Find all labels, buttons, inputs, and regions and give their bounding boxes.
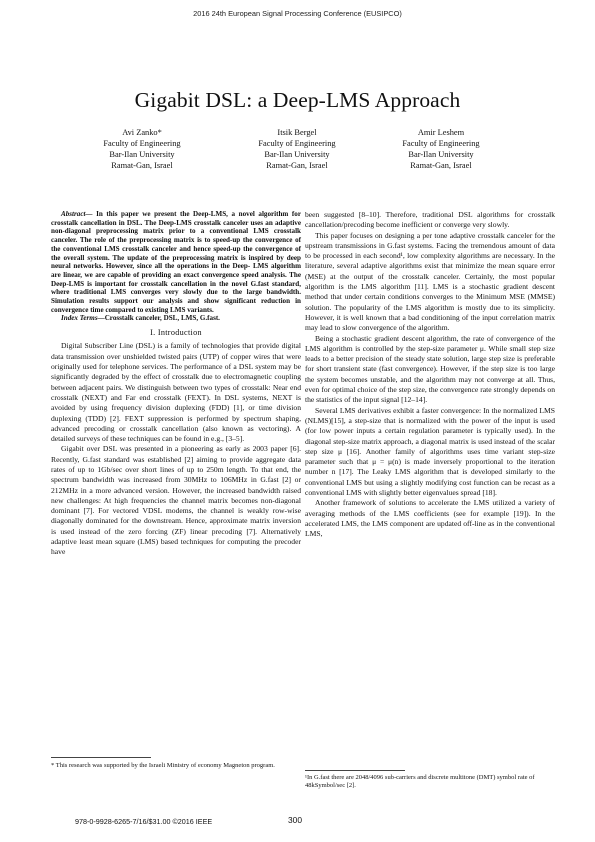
abstract-text: In this paper we present the Deep-LMS, a novel algorithm for crosstalk cancellation in DSL. The Deep-LMS crosstalk canceler uses an adaptive non-diagonal preprocessing matrix prior to a conventional LMS crosstalk canceler. The role of the preprocessing matrix is to speed-up the convergence of the conventional LMS crosstalk canceler and hence speed-up the convergence of the overall system. The update of the preprocessing matrix is inspired by deep neural networks. However, since all the operations in the Deep- LMS algorithm are linear, we are capable of providing an exact convergence speed analysis. The Deep-LMS is important for crosstalk cancellation in the novel G.fast standard, where traditional LMS converges very slowly due to the large bandwidth. Simulation results support our analysis and show significant reduction in convergence time compared to existing LMS variants. [51, 210, 301, 314]
author-univ: Bar-Ilan University [408, 150, 474, 159]
footnote-gfast: ¹In G.fast there are 2048/4096 sub-carriers and discrete multitone (DMT) symbol rate of 48kSymbol/sec [2]. [305, 774, 535, 789]
author-name: Itsik Bergel [277, 128, 317, 137]
index-terms-label: Index Terms— [61, 314, 105, 323]
left-column [51, 210, 301, 558]
abstract [51, 210, 301, 314]
footnote-funding: * This research was supported by the Israeli Ministry of economy Magneton program. [51, 762, 275, 769]
conference-header: 2016 24th European Signal Processing Conference (EUSIPCO) [193, 9, 402, 18]
isbn-footer: 978-0-9928-6265-7/16/$31.00 ©2016 IEEE [75, 817, 213, 826]
author-name: Avi Zanko* [122, 128, 162, 137]
page-number: 300 [288, 815, 302, 825]
body-paragraph: Several LMS derivatives exhibit a faster convergence: In the normalized LMS (NLMS)[15], a step-size that is normalized with the power of the input is used (for low power inputs a certain regulation parameter is typically used). In the diagonal step-size matrix approach, a diagonal matrix is used instead of the scalar step size μ [16]. Another family of algorithms uses time variant step-size parameter such that μ = μ(n) is made inversely proportional to the iteration number n [17]. The Leaky LMS algorithm that is developed similarly to the conventional LMS but using a slightly modifying cost function can be recast as a conventional LMS with slightly better eigenvalues spread [18]. [305, 405, 555, 498]
author-dept: Faculty of Engineering [258, 139, 336, 148]
body-paragraph: Gigabit over DSL was presented in a pioneering as early as 2003 paper [6]. Recently, G.fast standard was established [2] aiming to provide aggregate data rates of up to 1Gb/sec over short lines of up to 250m length. To that end, the spectrum bandwidth was increased from 30MHz to 106MHz in G.fast [2] or 212MHz in a more advanced version. However, the increased bandwidth raised new challenges: At high frequencies the channel matrix becomes non-diagonal dominant [7]. For vectored VDSL modems, the channel is weakly row-wise diagonally dominated for the downstream. Hence, approximate matrix inversion is used instead of the zero forcing (ZF) linear precoding [7]. Alternatively adaptive least mean square (LMS) based techniques for computing the precoder have [51, 444, 301, 557]
author-city: Ramat-Gan, Israel [111, 161, 173, 170]
index-terms [51, 314, 301, 323]
author-city: Ramat-Gan, Israel [266, 161, 328, 170]
section-heading: I. Introduction [150, 328, 202, 338]
footnote-rule [305, 770, 405, 771]
author-block-1 [67, 127, 217, 171]
right-column [305, 210, 555, 540]
author-univ: Bar-Ilan University [109, 150, 175, 159]
paper-title: Gigabit DSL: a Deep-LMS Approach [134, 88, 461, 112]
author-name: Amir Leshem [417, 128, 465, 137]
body-paragraph: This paper focuses on designing a per tone adaptive crosstalk canceler for the upstream transmissions in G.fast systems. Facing the tremendous amount of data to be processed in each second¹, low complexity algorithms are necessary. In the literature, several adaptive algorithms exist that minimize the mean square error (MSE) at the output of the crosstalk canceler. Certainly, the most popular algorithm is the LMS algorithm [11]. LMS is a stochastic gradient descent method that under certain conditions converges to the Minimum MSE (MMSE) solution. The popularity of the LMS algorithm is mostly due to its simplicity. However, it is well known that a bad conditioning of the input correlation matrix may lead to slow convergence of the algorithm. [305, 230, 555, 333]
body-paragraph: Another framework of solutions to accelerate the LMS utilized a variety of averaging methods of the LMS coefficients (see for example [19]). In the accelerated LMS, the LMS component are updated off-line as in the conventional LMS, [305, 498, 555, 539]
body-paragraph: been suggested [8–10]. Therefore, traditional DSL algorithms for crosstalk cancellation/precoding become inefficient or converge very slowly. [305, 210, 555, 230]
author-dept: Faculty of Engineering [103, 139, 181, 148]
author-dept: Faculty of Engineering [402, 139, 480, 148]
footnote-rule [51, 757, 151, 758]
index-terms-text: Crosstalk canceler, DSL, LMS, G.fast. [104, 314, 220, 323]
author-univ: Bar-Ilan University [264, 150, 330, 159]
body-paragraph: Being a stochastic gradient descent algorithm, the rate of convergence of the LMS algorithm is controlled by the step-size parameter μ. While small step size leads to a better precision of the steady state solution, large step size is preferable for short transient state (fast convergence). However, if the step size is too large the system becomes unstable, and the algorithm may not converge at all. Thus, even for optimal choice of the step size, the convergence rate strongly depends on the statistics of the input signal [12–14]. [305, 333, 555, 405]
author-block-2 [222, 127, 372, 171]
author-block-3 [366, 127, 516, 171]
author-city: Ramat-Gan, Israel [410, 161, 472, 170]
abstract-label: Abstract— [61, 210, 93, 218]
body-paragraph: Digital Subscriber Line (DSL) is a family of technologies that provide digital data transmission over unshielded twisted pairs (UTP) of copper wires that were originally used for telephone services. The performance of a DSL system may be significantly degraded by the effect of crosstalk due to electromagnetic coupling between adjacent pairs. We distinguish between two types of crosstalk: Near end crosstalk (NEXT) and Far end crosstalk (FEXT). In DSL systems, NEXT is avoided by using frequency division duplexing (FDD) [1], or time division duplexing (TDD) [2]. FEXT suppression is performed by spectrum shaping, advanced precoding or crosstalk cancellation (also known as vectoring). A detailed surveys of these techniques can be found in e.g., [3–5]. [51, 341, 301, 444]
